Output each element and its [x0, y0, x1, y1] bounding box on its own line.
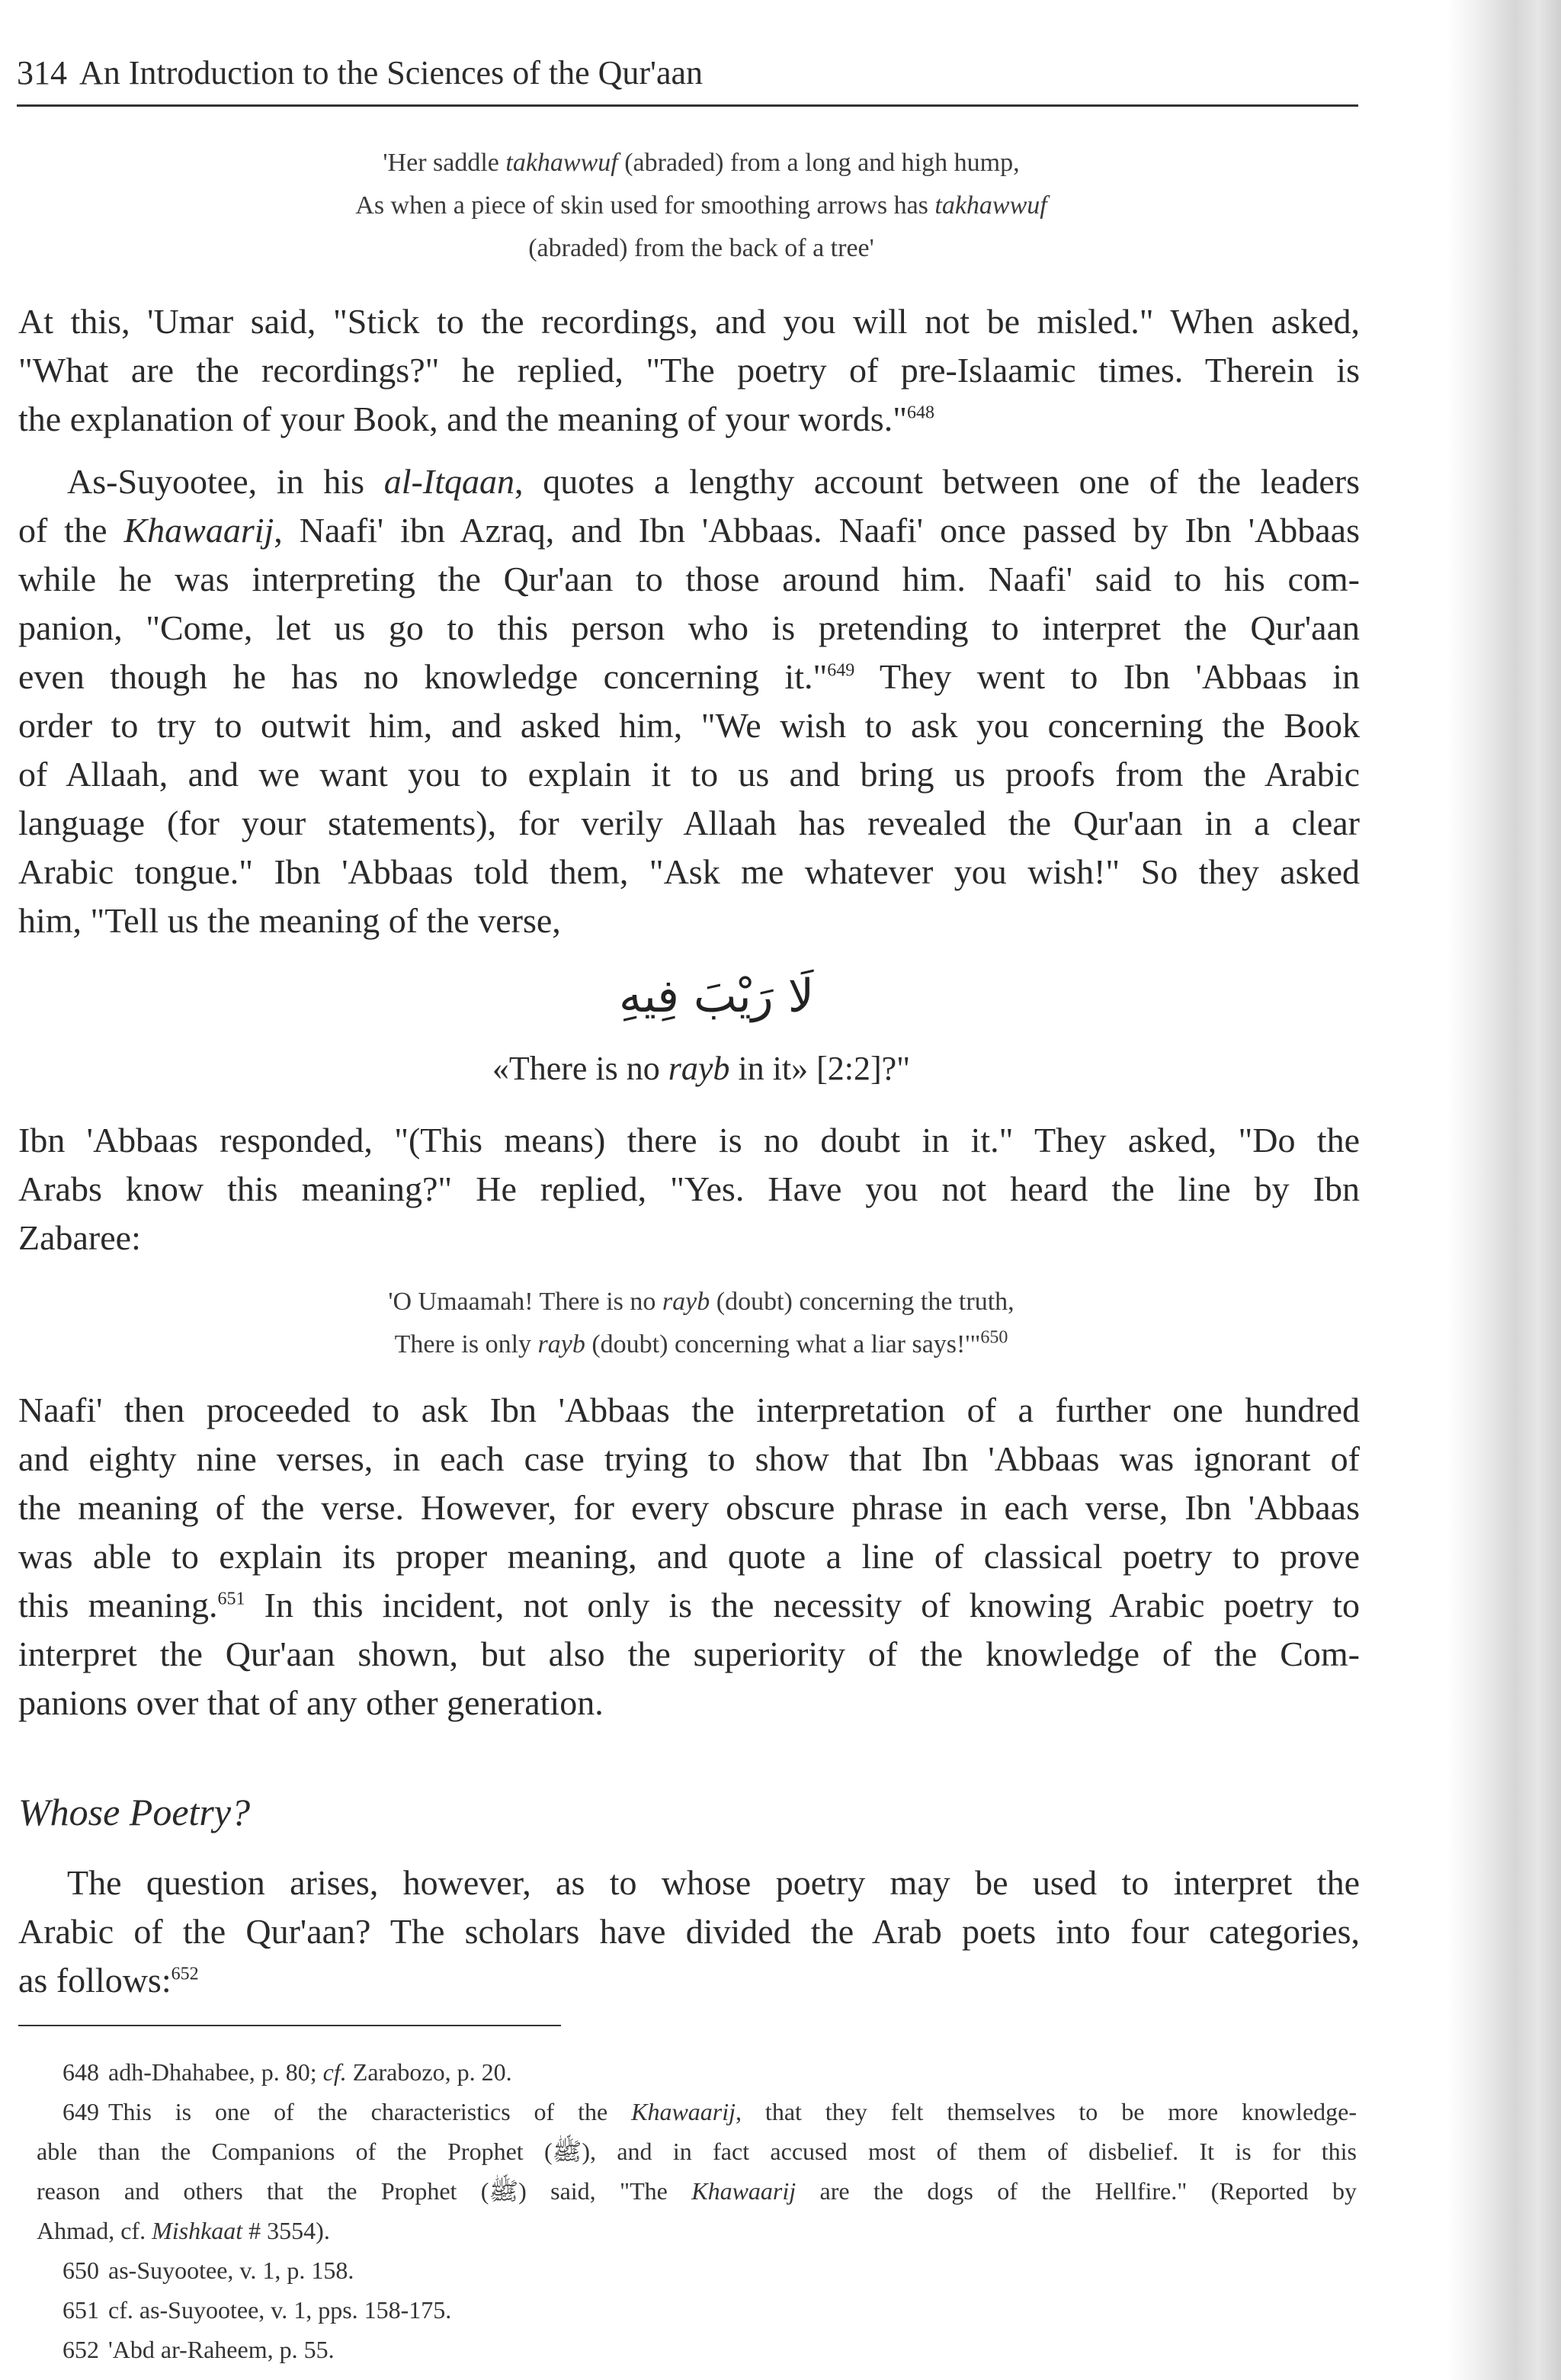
- book-title: An Introduction to the Sciences of the Qur'aan: [79, 54, 704, 91]
- verse-translation: «There is no rayb in it» [2:2]?": [492, 1050, 911, 1087]
- footnote-651: 651 cf. as-Suyootee, v. 1, pps. 158-175.: [63, 2296, 452, 2324]
- paragraph-5: The question arises, however, as to whose poetry may be used to interpret the Arabic of the Qur'aan? The scholars have divided the Arab poets into four categories, as follows:$^{652}$: [18, 1863, 1360, 2000]
- running-header: [17, 53, 1358, 107]
- footnote-ref[interactable]: 648: [906, 403, 934, 423]
- poem-line: 'Her saddle takhawwuf (abraded) from a long and high hump,: [383, 149, 1020, 177]
- paragraph-4: Naafi' then proceeded to ask Ibn 'Abbaas the interpretation of a further one hundred and eighty nine verses, in each case trying to show that Ibn 'Abbaas was ignorant of the meaning of the verse. However, for every obscure phrase in each verse, Ibn 'Abbaas was able to explain its proper meaning, and quote a line of classical poetry to prove this meaning.$^{651}$ In this incident, not only is the necessity of knowing Arabic poetry to interpret the Qur'aan shown, but also the superiority of the knowledge of the Com- panions over that of any other generation.: [18, 1390, 1360, 1722]
- footnote-divider: [18, 2025, 561, 2026]
- poem-quote-2: [229, 1281, 1174, 1366]
- poem-line: 'O Umaamah! There is no rayb (doubt) concerning the truth,: [388, 1288, 1014, 1316]
- poem-quote-1: [229, 142, 1174, 270]
- paragraph-3: Ibn 'Abbaas responded, "(This means) there is no doubt in it." They asked, "Do the Arabs know this meaning?" He replied, "Yes. Have you not heard the line by Ibn Zabaree:: [18, 1121, 1360, 1257]
- paragraph-1: At this, 'Umar said, "Stick to the recordings, and you will not be misled." When asked, "What are the recordings?" he replied, "The poetry of pre-Islaamic times. Therein is the explanation of your Book, and the meaning of your words."$^{648}$: [18, 302, 1360, 438]
- footnote-ref[interactable]: 649: [827, 660, 855, 681]
- page-edge-shadow: [1447, 0, 1561, 2380]
- section-heading: Whose Poetry?: [18, 1791, 251, 1833]
- poem-line: There is only rayb (doubt) concerning what a liar says!'"$^{650}$: [394, 1327, 1008, 1358]
- footnote-ref[interactable]: 652: [171, 1964, 199, 1984]
- paragraph-2: As-Suyootee, in his al-Itqaan, quotes a lengthy account between one of the leaders of the Khawaarij, Naafi' ibn Azraq, and Ibn 'Abbaas. Naafi' once passed by Ibn 'Abbaas while he was interpreting the Qur'aan to those around him. Naafi' said to his com- panion, "Come, let us go to this person who is pretending to interpret the Qur'aan even though he has no knowledge concerning it."$^{649}$ They went to Ibn 'Abbaas in order to try to outwit him, and asked him, "We wish to ask you concerning the Book of Allaah, and we want you to explain it to us and bring us proofs from the Arabic language (for your statements), for verily Allaah has revealed the Qur'aan in a clear Arabic tongue." Ibn 'Abbaas told them, "Ask me whatever you wish!" So they asked him, "Tell us the meaning of the verse,: [18, 462, 1360, 940]
- poem-line: As when a piece of skin used for smoothing arrows has takhawwuf: [355, 191, 1047, 220]
- poem-line: (abraded) from the back of a tree': [528, 234, 874, 262]
- footnote-649: 649 This is one of the characteristics of the Khawaarij, that they felt themselves to be more knowledge- able than the Companions of the Prophet (ﷺ), and in fact accused most of them of disbelief. It is for this reason and others that the Prophet (ﷺ) said, "The Khawaarij are the dogs of the Hellfire." (Reported by Ahmad, cf. Mishkaat # 3554).: [37, 2098, 1357, 2244]
- footnote-650: 650 as-Suyootee, v. 1, p. 158.: [63, 2257, 354, 2284]
- page-number: 314: [17, 54, 67, 91]
- footnote-ref[interactable]: 650: [980, 1327, 1008, 1348]
- arabic-verse: لَا رَيْبَ فِيهِ: [619, 970, 814, 1023]
- footnote-648: 648 adh-Dhahabee, p. 80; cf. Zarabozo, p. 20.: [63, 2058, 512, 2086]
- footnotes: [18, 2052, 1357, 2369]
- footnote-ref[interactable]: 651: [217, 1589, 245, 1609]
- footnote-652: 652 'Abd ar-Raheem, p. 55.: [63, 2336, 335, 2363]
